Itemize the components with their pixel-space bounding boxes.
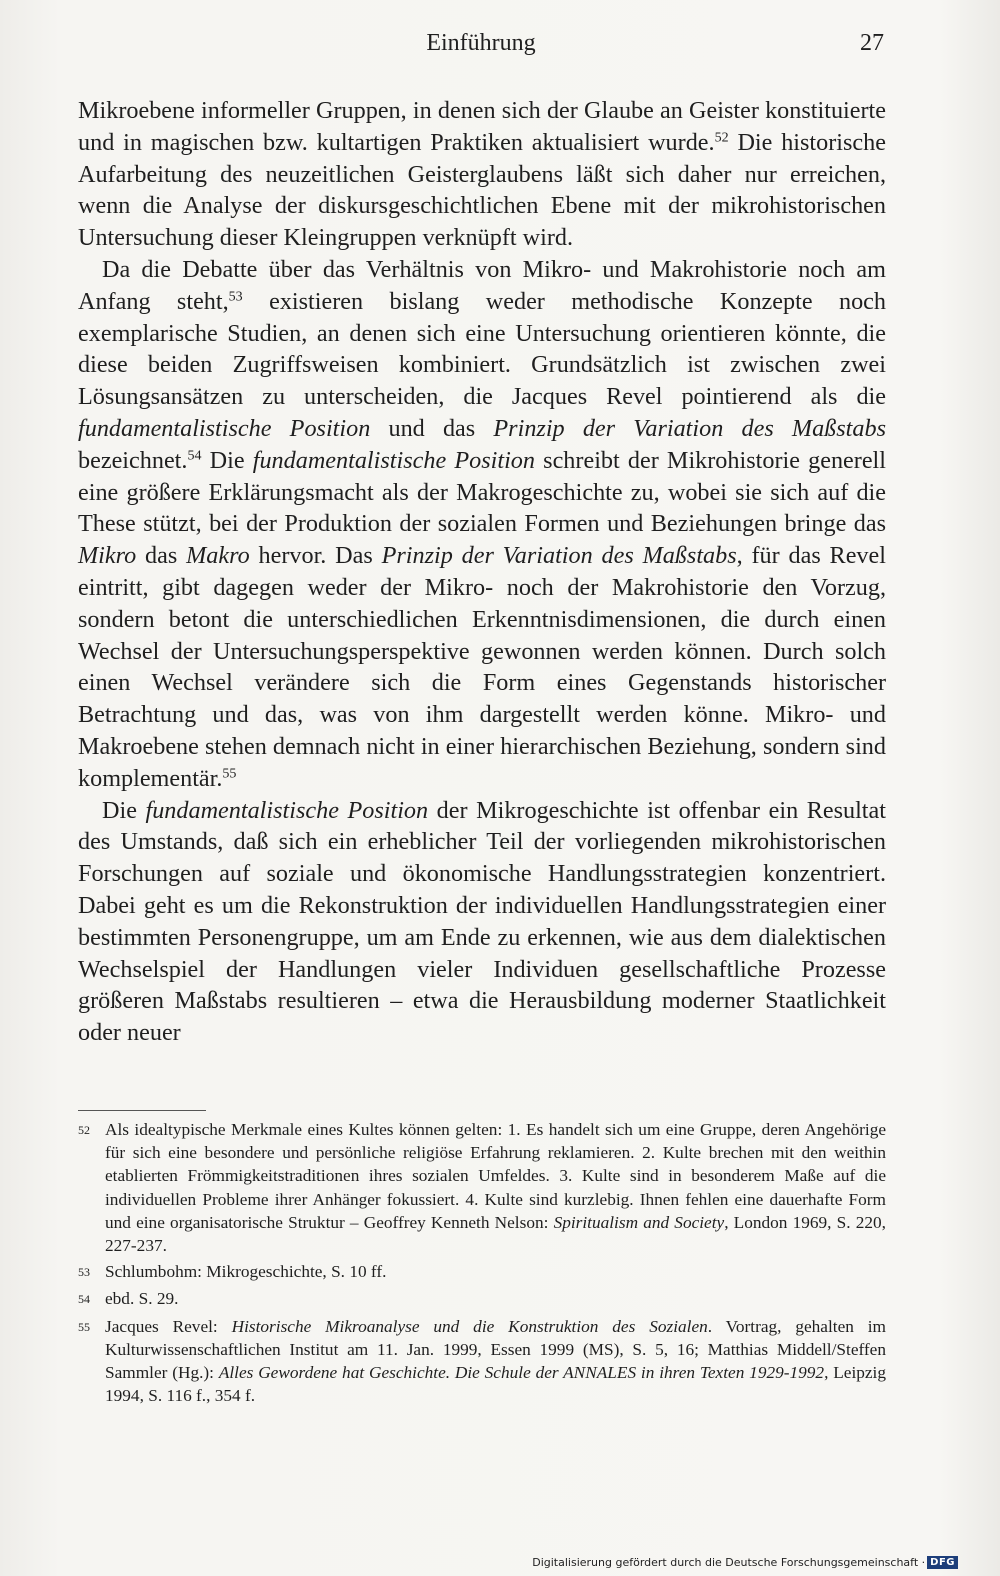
text-run: hervor. Das [249,542,382,570]
text-run: Die [201,446,253,474]
footnote-number: 52 [78,1123,90,1137]
text-run: existieren bislang weder methodische Konzepte noch exemplarische Studien, an denen sich eine Untersuchung orientieren könnte, die diese beiden Zugriffsweisen kombiniert. Grundsätzlich ist zwischen zwei Lösungsansätzen zu unterscheiden, die Jacques Revel pointierend als die [78,287,886,411]
text-run: Als idealtypische Merkmale eines Kultes können gelten: 1. Es handelt sich um eine Gruppe, deren Angehörige für sich eine besondere und persönliche religiöse Erfahrung reklamieren. 2. Kulte brechen mit den weithin etablierten Frömmigkeitstraditionen ihres sozialen Umfeldes. 3. Kulte sind in besonderem Maße auf die individuellen Probleme ihrer Anhänger fokussiert. 4. Kulte sind kurzlebig. Ihnen fehlen eine dauerhafte Form und eine organisatorische Struktur – Geoffrey Kenneth Nelson: [105,1120,886,1232]
text-run: der Mikrogeschichte ist offenbar ein Resultat des Umstands, daß sich ein erheblicher Teil der vorliegenden mikrohistorischen Forschungen auf soziale und ökonomische Handlungsstrategien konzentriert. Dabei geht es um die Rekonstruktion der individuellen Handlungsstrategien einer bestimmten Personengruppe, um am Ende zu erkennen, wie aus dem dialektischen Wechselspiel der Handlungen vieler Individuen gesellschaftliche Prozesse größeren Maßstabs resultieren – etwa die Herausbildung moderner Staatlichkeit oder neuer [78,796,886,1047]
footnote-ref-53[interactable]: 53 [228,288,243,305]
page-header [78,30,884,66]
emphasis: Makro [186,542,250,570]
credit-text: Digitalisierung gefördert durch die Deutsche Forschungsgemeinschaft · [532,1556,926,1569]
emphasis: Mikro [78,542,137,570]
footnote-text: Schlumbohm: Mikrogeschichte, S. 10 ff. [105,1262,387,1282]
main-text [78,95,886,1049]
text-run: . Vortrag, gehalten im Kulturwissenschaftlichen Institut am 11. Jan. 1999, Essen 1999 (MS), S. 5, 16; Matthias Middell/Steffen Sammler (Hg.): [105,1316,886,1383]
footnote-separator [78,1110,206,1111]
emphasis: Prinzip der Variation des Maßstabs [381,542,737,570]
text-run: und das [370,414,494,442]
footnote-ref-54[interactable]: 54 [187,447,202,464]
text-run: Die historische Aufarbeitung des neuzeitlichen Geisterglaubens läßt sich daher nur erreichen, wenn die Analyse der diskursgeschichtlichen Ebene mit der mikrohistorischen Untersuchung dieser Kleingruppen verknüpft wird. [78,128,886,252]
text-run: Da die Debatte über das Verhältnis von Mikro- und Makrohistorie noch am Anfang steht, [78,255,886,315]
text-run: Jacques Revel: [105,1316,232,1336]
footnote-text [105,1315,886,1408]
emphasis: fundamentalistische Position [145,796,429,824]
footnotes [78,1118,886,1410]
text-run: , London 1969, S. 220, 227-237. [105,1212,886,1256]
digitization-credit [532,1556,958,1569]
emphasis: fundamentalistische Position [252,446,535,474]
footnote-text: ebd. S. 29. [105,1289,179,1309]
emphasis: Alles Gewordene hat Geschichte. Die Schule der ANNALES in ihren Texten 1929-1992 [218,1363,825,1383]
footnote-text [105,1118,886,1257]
running-title: Einführung [426,30,536,56]
footnote-55 [78,1315,886,1408]
text-run: , Leipzig 1994, S. 116 f., 354 f. [105,1363,886,1406]
text-run: Die [102,796,146,824]
paragraph-1 [78,95,886,254]
footnote-52 [78,1118,886,1257]
emphasis: Prinzip der Variation des Maßstabs [493,414,886,442]
dfg-logo: DFG [927,1556,958,1569]
footnote-54 [78,1287,886,1311]
text-run: Mikroebene informeller Gruppen, in denen sich der Glaube an Geister konstituierte und in magischen bzw. kultartigen Praktiken aktualisiert wurde. [78,97,886,156]
text-run: schreibt der Mikrohistorie generell eine größere Erklärungsmacht als der Makrogeschichte zu, wobei sie sich auf die These stützt, bei der Produktion der sozialen Formen und Beziehungen bringe das [78,446,887,538]
footnote-53 [78,1260,886,1284]
page-number: 27 [860,30,884,56]
footnote-number: 55 [78,1319,90,1334]
footnote-ref-52[interactable]: 52 [714,129,729,146]
text-run: bezeichnet. [78,446,188,474]
text-run: das [136,542,187,570]
footnote-ref-55[interactable]: 55 [222,765,237,782]
paragraph-2 [78,254,886,795]
paragraph-3 [78,795,886,1049]
emphasis: Spiritualism and Society [553,1212,725,1232]
emphasis: fundamentalistische Position [78,414,371,442]
footnote-number: 53 [78,1265,90,1280]
text-run: , für das Revel eintritt, gibt dagegen weder der Mikro- noch der Makrohistorie den Vorzug, sondern betont die unterschiedlichen Erkenntnisdimensionen, die durch einen Wechsel der Untersuchungsperspektive gewonnen werden können. Durch solch einen Wechsel verändere sich die Form eines Gegenstands historischer Betrachtung und das, was von ihm dargestellt werden könne. Mikro- und Makroebene stehen demnach nicht in einer hierarchischen Beziehung, sondern sind komplementär. [78,542,886,792]
emphasis: Historische Mikroanalyse und die Konstruktion des Sozialen [231,1316,708,1336]
footnote-number: 54 [78,1292,90,1307]
